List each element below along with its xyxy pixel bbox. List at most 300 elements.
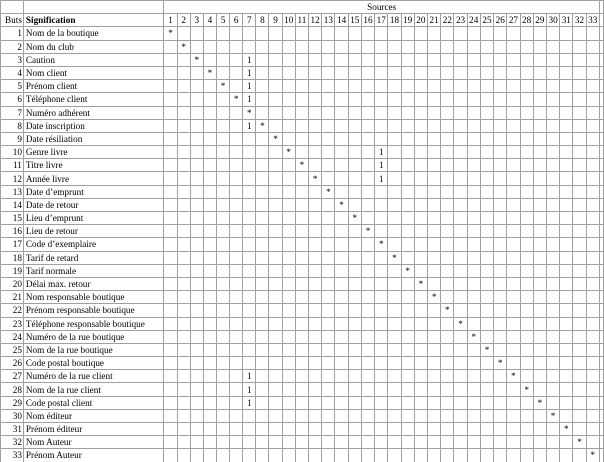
- matrix-cell[interactable]: [230, 370, 243, 383]
- matrix-cell[interactable]: [467, 449, 480, 462]
- matrix-cell[interactable]: [243, 449, 256, 462]
- matrix-cell[interactable]: [177, 317, 190, 330]
- matrix-cell[interactable]: [361, 357, 374, 370]
- matrix-cell[interactable]: [216, 357, 229, 370]
- matrix-cell[interactable]: [375, 370, 388, 383]
- row-signification[interactable]: Lieu d’emprunt: [23, 212, 164, 225]
- matrix-cell[interactable]: [546, 159, 559, 172]
- matrix-cell[interactable]: [269, 212, 282, 225]
- matrix-cell[interactable]: [256, 80, 269, 93]
- matrix-cell[interactable]: [256, 132, 269, 145]
- matrix-cell[interactable]: *: [388, 251, 401, 264]
- matrix-cell[interactable]: [414, 251, 427, 264]
- matrix-cell[interactable]: [295, 93, 308, 106]
- matrix-cell[interactable]: [467, 357, 480, 370]
- matrix-cell[interactable]: *: [322, 185, 335, 198]
- matrix-cell[interactable]: [269, 317, 282, 330]
- matrix-cell[interactable]: [428, 423, 441, 436]
- matrix-cell[interactable]: [256, 159, 269, 172]
- matrix-cell[interactable]: [335, 264, 348, 277]
- matrix-cell[interactable]: [441, 251, 454, 264]
- matrix-cell[interactable]: [348, 225, 361, 238]
- matrix-cell[interactable]: [203, 423, 216, 436]
- matrix-cell[interactable]: [414, 238, 427, 251]
- matrix-cell[interactable]: [573, 106, 586, 119]
- signification-header[interactable]: Signification: [23, 14, 164, 27]
- matrix-cell[interactable]: [348, 423, 361, 436]
- matrix-cell[interactable]: [546, 172, 559, 185]
- matrix-cell[interactable]: [533, 212, 546, 225]
- matrix-cell[interactable]: [507, 159, 520, 172]
- matrix-cell[interactable]: [361, 185, 374, 198]
- matrix-cell[interactable]: [282, 66, 295, 79]
- matrix-cell[interactable]: [428, 119, 441, 132]
- matrix-cell[interactable]: [282, 80, 295, 93]
- matrix-cell[interactable]: [507, 357, 520, 370]
- matrix-cell[interactable]: [295, 212, 308, 225]
- matrix-cell[interactable]: [295, 66, 308, 79]
- matrix-cell[interactable]: [177, 357, 190, 370]
- row-number[interactable]: 13: [1, 185, 24, 198]
- matrix-cell[interactable]: [309, 317, 322, 330]
- matrix-cell[interactable]: [586, 436, 599, 449]
- header-blank-cell[interactable]: [23, 1, 164, 14]
- matrix-cell[interactable]: [361, 40, 374, 53]
- matrix-cell[interactable]: [282, 198, 295, 211]
- matrix-cell[interactable]: [480, 53, 493, 66]
- matrix-cell[interactable]: [533, 225, 546, 238]
- matrix-cell[interactable]: [520, 238, 533, 251]
- matrix-cell[interactable]: [190, 436, 203, 449]
- matrix-cell[interactable]: [573, 370, 586, 383]
- matrix-cell[interactable]: [309, 251, 322, 264]
- matrix-cell[interactable]: [414, 53, 427, 66]
- source-column-header[interactable]: 11: [295, 14, 308, 27]
- matrix-cell[interactable]: [507, 225, 520, 238]
- matrix-cell[interactable]: [348, 172, 361, 185]
- matrix-cell[interactable]: [414, 225, 427, 238]
- matrix-cell[interactable]: [361, 66, 374, 79]
- matrix-cell[interactable]: [533, 449, 546, 462]
- matrix-cell[interactable]: [164, 264, 177, 277]
- matrix-cell[interactable]: [467, 146, 480, 159]
- matrix-cell[interactable]: [560, 132, 573, 145]
- matrix-cell[interactable]: [322, 119, 335, 132]
- matrix-cell[interactable]: [282, 185, 295, 198]
- matrix-cell[interactable]: [295, 449, 308, 462]
- matrix-cell[interactable]: [560, 198, 573, 211]
- matrix-cell[interactable]: [164, 291, 177, 304]
- matrix-cell[interactable]: [388, 132, 401, 145]
- matrix-cell[interactable]: [177, 251, 190, 264]
- matrix-cell[interactable]: [164, 343, 177, 356]
- matrix-cell[interactable]: [177, 185, 190, 198]
- matrix-cell[interactable]: [203, 53, 216, 66]
- matrix-cell[interactable]: [560, 119, 573, 132]
- matrix-cell[interactable]: [533, 317, 546, 330]
- matrix-cell[interactable]: [230, 53, 243, 66]
- matrix-cell[interactable]: [388, 225, 401, 238]
- matrix-cell[interactable]: [494, 132, 507, 145]
- matrix-cell[interactable]: [322, 370, 335, 383]
- row-signification[interactable]: Prénom Auteur: [23, 449, 164, 462]
- matrix-cell[interactable]: *: [546, 409, 559, 422]
- matrix-cell[interactable]: [441, 40, 454, 53]
- matrix-cell[interactable]: [282, 212, 295, 225]
- matrix-cell[interactable]: [309, 423, 322, 436]
- matrix-cell[interactable]: [546, 343, 559, 356]
- matrix-cell[interactable]: [230, 264, 243, 277]
- matrix-cell[interactable]: [282, 172, 295, 185]
- matrix-cell[interactable]: [190, 132, 203, 145]
- matrix-cell[interactable]: [454, 449, 467, 462]
- matrix-cell[interactable]: [230, 304, 243, 317]
- matrix-cell[interactable]: [322, 238, 335, 251]
- matrix-cell[interactable]: [335, 343, 348, 356]
- matrix-cell[interactable]: [375, 251, 388, 264]
- matrix-cell[interactable]: [256, 423, 269, 436]
- matrix-cell[interactable]: [164, 238, 177, 251]
- matrix-cell[interactable]: [454, 53, 467, 66]
- matrix-cell[interactable]: [507, 383, 520, 396]
- matrix-cell[interactable]: [586, 40, 599, 53]
- matrix-cell[interactable]: [203, 185, 216, 198]
- matrix-cell[interactable]: [361, 317, 374, 330]
- matrix-cell[interactable]: [573, 264, 586, 277]
- matrix-cell[interactable]: [282, 343, 295, 356]
- matrix-cell[interactable]: [322, 27, 335, 40]
- matrix-cell[interactable]: [269, 146, 282, 159]
- matrix-cell[interactable]: [546, 423, 559, 436]
- matrix-cell[interactable]: [203, 146, 216, 159]
- matrix-cell[interactable]: [560, 225, 573, 238]
- matrix-cell[interactable]: [520, 80, 533, 93]
- matrix-cell[interactable]: [467, 106, 480, 119]
- matrix-cell[interactable]: [216, 212, 229, 225]
- matrix-cell[interactable]: [164, 370, 177, 383]
- edge-cell[interactable]: [599, 66, 603, 79]
- matrix-cell[interactable]: [243, 132, 256, 145]
- matrix-cell[interactable]: [467, 396, 480, 409]
- matrix-cell[interactable]: [203, 132, 216, 145]
- matrix-cell[interactable]: [560, 93, 573, 106]
- matrix-cell[interactable]: [375, 27, 388, 40]
- matrix-cell[interactable]: [494, 40, 507, 53]
- matrix-cell[interactable]: [401, 449, 414, 462]
- matrix-cell[interactable]: [375, 212, 388, 225]
- matrix-cell[interactable]: [428, 370, 441, 383]
- row-number[interactable]: 4: [1, 66, 24, 79]
- matrix-cell[interactable]: [335, 370, 348, 383]
- row-signification[interactable]: Numéro de la rue boutique: [23, 330, 164, 343]
- matrix-cell[interactable]: [190, 40, 203, 53]
- source-column-header[interactable]: 9: [269, 14, 282, 27]
- matrix-cell[interactable]: [335, 225, 348, 238]
- matrix-cell[interactable]: [507, 396, 520, 409]
- matrix-cell[interactable]: [295, 343, 308, 356]
- matrix-cell[interactable]: [348, 383, 361, 396]
- matrix-cell[interactable]: [335, 172, 348, 185]
- matrix-cell[interactable]: *: [295, 159, 308, 172]
- matrix-cell[interactable]: [573, 93, 586, 106]
- matrix-cell[interactable]: [230, 172, 243, 185]
- matrix-cell[interactable]: [361, 423, 374, 436]
- matrix-cell[interactable]: [269, 396, 282, 409]
- matrix-cell[interactable]: [480, 40, 493, 53]
- matrix-cell[interactable]: [309, 93, 322, 106]
- matrix-cell[interactable]: [177, 330, 190, 343]
- matrix-cell[interactable]: [428, 238, 441, 251]
- matrix-cell[interactable]: [335, 423, 348, 436]
- matrix-cell[interactable]: [388, 343, 401, 356]
- source-column-header[interactable]: 21: [428, 14, 441, 27]
- matrix-cell[interactable]: [203, 357, 216, 370]
- matrix-cell[interactable]: [520, 106, 533, 119]
- matrix-cell[interactable]: [401, 317, 414, 330]
- matrix-cell[interactable]: [414, 304, 427, 317]
- matrix-cell[interactable]: [586, 291, 599, 304]
- matrix-cell[interactable]: [203, 370, 216, 383]
- matrix-cell[interactable]: [480, 370, 493, 383]
- matrix-cell[interactable]: [282, 132, 295, 145]
- matrix-cell[interactable]: [441, 238, 454, 251]
- matrix-cell[interactable]: [335, 291, 348, 304]
- matrix-cell[interactable]: [295, 238, 308, 251]
- matrix-cell[interactable]: [295, 357, 308, 370]
- matrix-cell[interactable]: [282, 40, 295, 53]
- matrix-cell[interactable]: [507, 251, 520, 264]
- matrix-cell[interactable]: [507, 304, 520, 317]
- matrix-cell[interactable]: [243, 343, 256, 356]
- matrix-cell[interactable]: [309, 27, 322, 40]
- matrix-cell[interactable]: [282, 396, 295, 409]
- matrix-cell[interactable]: [177, 291, 190, 304]
- matrix-cell[interactable]: [388, 330, 401, 343]
- matrix-cell[interactable]: [546, 132, 559, 145]
- matrix-cell[interactable]: [573, 409, 586, 422]
- matrix-cell[interactable]: [256, 238, 269, 251]
- source-column-header[interactable]: 30: [546, 14, 559, 27]
- matrix-cell[interactable]: [335, 185, 348, 198]
- matrix-cell[interactable]: [533, 132, 546, 145]
- row-signification[interactable]: Date inscription: [23, 119, 164, 132]
- matrix-cell[interactable]: [203, 212, 216, 225]
- matrix-cell[interactable]: [177, 132, 190, 145]
- matrix-cell[interactable]: [414, 40, 427, 53]
- matrix-cell[interactable]: [533, 66, 546, 79]
- matrix-cell[interactable]: [586, 159, 599, 172]
- matrix-cell[interactable]: [533, 264, 546, 277]
- matrix-cell[interactable]: [494, 93, 507, 106]
- matrix-cell[interactable]: [480, 423, 493, 436]
- matrix-cell[interactable]: [190, 66, 203, 79]
- edge-cell[interactable]: [599, 172, 603, 185]
- matrix-cell[interactable]: [454, 238, 467, 251]
- matrix-cell[interactable]: [295, 304, 308, 317]
- matrix-cell[interactable]: [507, 185, 520, 198]
- matrix-cell[interactable]: [216, 53, 229, 66]
- matrix-cell[interactable]: [414, 423, 427, 436]
- matrix-cell[interactable]: [348, 66, 361, 79]
- matrix-cell[interactable]: [190, 159, 203, 172]
- matrix-cell[interactable]: [177, 225, 190, 238]
- matrix-cell[interactable]: [375, 80, 388, 93]
- matrix-cell[interactable]: [295, 330, 308, 343]
- matrix-cell[interactable]: [560, 304, 573, 317]
- matrix-cell[interactable]: [441, 449, 454, 462]
- matrix-cell[interactable]: [230, 185, 243, 198]
- matrix-cell[interactable]: [203, 277, 216, 290]
- matrix-cell[interactable]: [177, 106, 190, 119]
- source-column-header[interactable]: 19: [401, 14, 414, 27]
- matrix-cell[interactable]: [533, 409, 546, 422]
- matrix-cell[interactable]: [243, 409, 256, 422]
- matrix-cell[interactable]: [348, 53, 361, 66]
- matrix-cell[interactable]: [546, 80, 559, 93]
- matrix-cell[interactable]: [480, 185, 493, 198]
- matrix-cell[interactable]: [428, 409, 441, 422]
- matrix-cell[interactable]: [454, 251, 467, 264]
- edge-cell[interactable]: [599, 238, 603, 251]
- matrix-cell[interactable]: [428, 27, 441, 40]
- matrix-cell[interactable]: [375, 449, 388, 462]
- matrix-cell[interactable]: [467, 159, 480, 172]
- matrix-cell[interactable]: [454, 304, 467, 317]
- matrix-cell[interactable]: [322, 357, 335, 370]
- matrix-cell[interactable]: [230, 330, 243, 343]
- source-column-header[interactable]: 31: [560, 14, 573, 27]
- matrix-cell[interactable]: [533, 93, 546, 106]
- matrix-cell[interactable]: [533, 330, 546, 343]
- matrix-cell[interactable]: [243, 264, 256, 277]
- matrix-cell[interactable]: [361, 330, 374, 343]
- matrix-cell[interactable]: [586, 53, 599, 66]
- matrix-cell[interactable]: [560, 264, 573, 277]
- matrix-cell[interactable]: [428, 317, 441, 330]
- matrix-cell[interactable]: [586, 396, 599, 409]
- matrix-cell[interactable]: [348, 330, 361, 343]
- matrix-cell[interactable]: [507, 93, 520, 106]
- matrix-cell[interactable]: [190, 146, 203, 159]
- matrix-cell[interactable]: [454, 40, 467, 53]
- matrix-cell[interactable]: [164, 93, 177, 106]
- matrix-cell[interactable]: [494, 251, 507, 264]
- matrix-cell[interactable]: [441, 343, 454, 356]
- matrix-cell[interactable]: [507, 40, 520, 53]
- matrix-cell[interactable]: [216, 304, 229, 317]
- matrix-cell[interactable]: [230, 343, 243, 356]
- matrix-cell[interactable]: [256, 449, 269, 462]
- matrix-cell[interactable]: [361, 251, 374, 264]
- matrix-cell[interactable]: [480, 436, 493, 449]
- matrix-cell[interactable]: [309, 291, 322, 304]
- source-column-header[interactable]: 13: [322, 14, 335, 27]
- matrix-cell[interactable]: [177, 27, 190, 40]
- matrix-cell[interactable]: [361, 238, 374, 251]
- matrix-cell[interactable]: [586, 198, 599, 211]
- matrix-cell[interactable]: [388, 291, 401, 304]
- matrix-cell[interactable]: [361, 304, 374, 317]
- matrix-cell[interactable]: [256, 317, 269, 330]
- matrix-cell[interactable]: [164, 409, 177, 422]
- matrix-cell[interactable]: [361, 53, 374, 66]
- matrix-cell[interactable]: [494, 304, 507, 317]
- matrix-cell[interactable]: [203, 93, 216, 106]
- matrix-cell[interactable]: [348, 436, 361, 449]
- matrix-cell[interactable]: [441, 146, 454, 159]
- matrix-cell[interactable]: [586, 357, 599, 370]
- matrix-cell[interactable]: [203, 172, 216, 185]
- matrix-cell[interactable]: [401, 119, 414, 132]
- matrix-cell[interactable]: [441, 357, 454, 370]
- matrix-cell[interactable]: [348, 132, 361, 145]
- matrix-cell[interactable]: [401, 396, 414, 409]
- matrix-cell[interactable]: [441, 132, 454, 145]
- matrix-cell[interactable]: [177, 370, 190, 383]
- matrix-cell[interactable]: [216, 370, 229, 383]
- matrix-cell[interactable]: [414, 106, 427, 119]
- row-number[interactable]: 33: [1, 449, 24, 462]
- matrix-cell[interactable]: [322, 317, 335, 330]
- matrix-cell[interactable]: [230, 198, 243, 211]
- matrix-cell[interactable]: [480, 409, 493, 422]
- matrix-cell[interactable]: [507, 53, 520, 66]
- edge-cell[interactable]: [599, 436, 603, 449]
- matrix-cell[interactable]: [507, 132, 520, 145]
- matrix-cell[interactable]: [480, 172, 493, 185]
- matrix-cell[interactable]: [335, 396, 348, 409]
- matrix-cell[interactable]: [295, 396, 308, 409]
- matrix-cell[interactable]: [586, 66, 599, 79]
- matrix-cell[interactable]: [361, 146, 374, 159]
- matrix-cell[interactable]: [295, 172, 308, 185]
- matrix-cell[interactable]: [573, 277, 586, 290]
- matrix-cell[interactable]: [586, 343, 599, 356]
- matrix-cell[interactable]: [375, 277, 388, 290]
- matrix-cell[interactable]: [546, 330, 559, 343]
- matrix-cell[interactable]: [480, 132, 493, 145]
- matrix-cell[interactable]: [309, 132, 322, 145]
- matrix-cell[interactable]: [190, 27, 203, 40]
- matrix-cell[interactable]: [216, 436, 229, 449]
- matrix-cell[interactable]: [388, 212, 401, 225]
- matrix-cell[interactable]: [560, 106, 573, 119]
- matrix-cell[interactable]: [533, 423, 546, 436]
- matrix-cell[interactable]: [230, 409, 243, 422]
- matrix-cell[interactable]: [573, 304, 586, 317]
- matrix-cell[interactable]: [269, 449, 282, 462]
- matrix-cell[interactable]: [269, 330, 282, 343]
- matrix-cell[interactable]: [507, 277, 520, 290]
- matrix-cell[interactable]: [414, 212, 427, 225]
- matrix-cell[interactable]: [494, 409, 507, 422]
- matrix-cell[interactable]: [203, 238, 216, 251]
- matrix-cell[interactable]: [361, 80, 374, 93]
- row-number[interactable]: 22: [1, 304, 24, 317]
- source-column-header[interactable]: 4: [203, 14, 216, 27]
- matrix-cell[interactable]: [243, 291, 256, 304]
- matrix-cell[interactable]: [309, 225, 322, 238]
- matrix-cell[interactable]: [361, 132, 374, 145]
- matrix-cell[interactable]: [533, 383, 546, 396]
- edge-cell[interactable]: [599, 53, 603, 66]
- matrix-cell[interactable]: [256, 146, 269, 159]
- matrix-cell[interactable]: [282, 277, 295, 290]
- matrix-cell[interactable]: [361, 93, 374, 106]
- matrix-cell[interactable]: [586, 317, 599, 330]
- matrix-cell[interactable]: [441, 291, 454, 304]
- matrix-cell[interactable]: [295, 264, 308, 277]
